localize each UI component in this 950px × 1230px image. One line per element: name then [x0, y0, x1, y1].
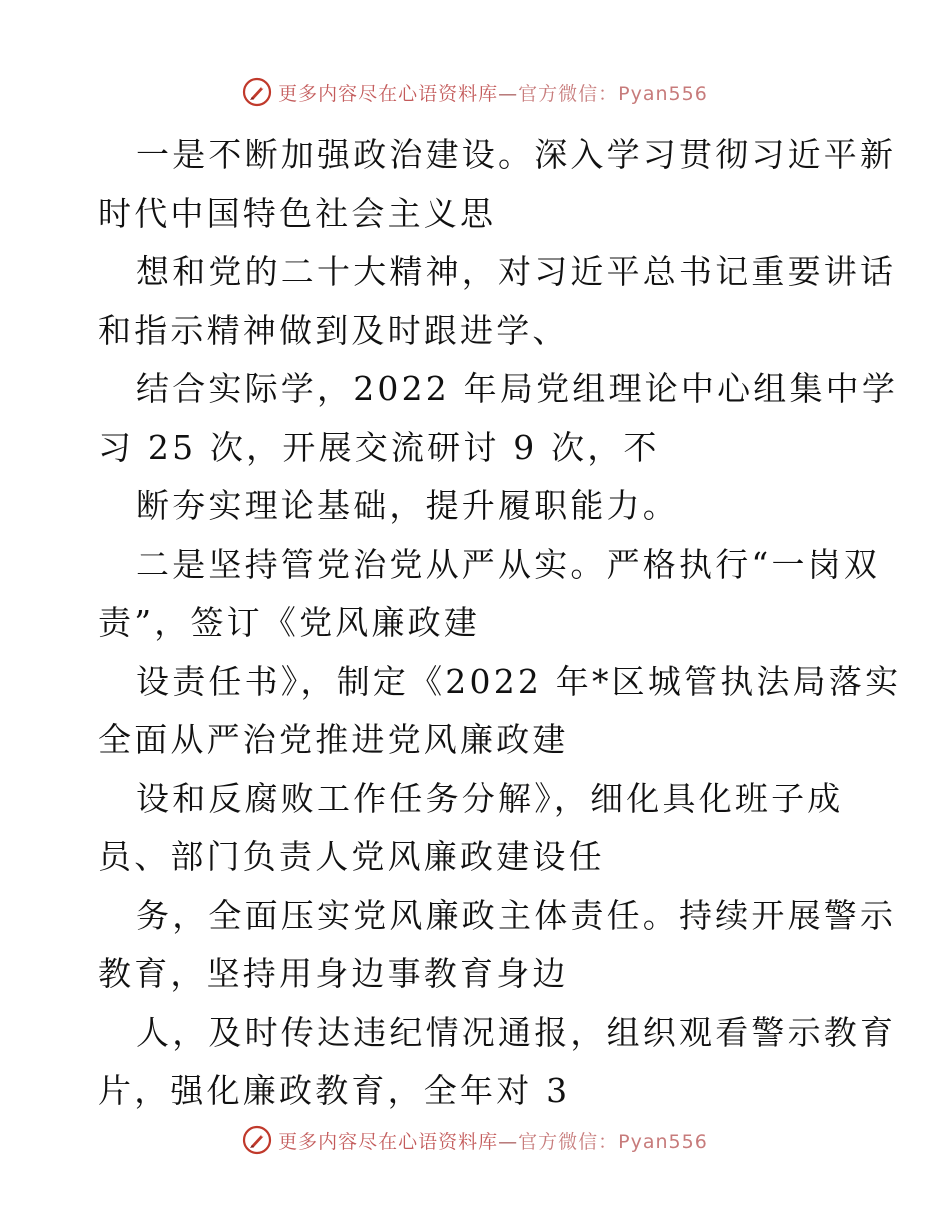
quill-pen-logo-icon	[242, 1125, 272, 1155]
banner-wechat: 官方微信：Pyan556	[518, 82, 708, 105]
body-line: 员、部门负责人党风廉政建设任	[98, 837, 605, 876]
body-line: 一是不断加强政治建设。深入学习贯彻习近平新	[136, 135, 897, 174]
banner-separator: —	[498, 82, 519, 105]
document-body	[98, 126, 902, 1121]
quill-pen-logo-icon	[242, 77, 272, 107]
banner-main: 更多内容尽在心语资料库	[278, 82, 499, 105]
body-line: 务，全面压实党风廉政主体责任。持续开展警示	[136, 895, 897, 935]
banner-text	[278, 79, 708, 106]
body-line: 和指示精神做到及时跟进学、	[98, 310, 569, 350]
body-line: 时代中国特色社会主义思	[98, 193, 497, 233]
body-line: 全面从严治党推进党风廉政建	[98, 720, 569, 759]
banner-wechat: 官方微信：Pyan556	[518, 1130, 708, 1153]
footer-banner	[0, 1120, 950, 1160]
body-line: 片，强化廉政教育，全年对 3	[98, 1071, 571, 1110]
header-banner	[0, 72, 950, 112]
body-line: 设和反腐败工作任务分解》，细化具化班子成	[136, 778, 844, 818]
body-line: 人，及时传达违纪情况通报，组织观看警示教育	[136, 1012, 897, 1052]
body-line: 设责任书》，制定《2022 年*区城管执法局落实	[136, 661, 902, 701]
banner-main: 更多内容尽在心语资料库	[278, 1130, 499, 1153]
banner-text	[278, 1127, 708, 1154]
banner-separator: —	[498, 1130, 519, 1153]
body-line: 结合实际学，2022 年局党组理论中心组集中学	[136, 369, 899, 408]
body-line: 责”，签订《党风廉政建	[98, 603, 481, 642]
body-line: 教育，坚持用身边事教育身边	[98, 954, 569, 993]
body-line: 断夯实理论基础，提升履职能力。	[136, 486, 679, 525]
body-line: 习 25 次，开展交流研讨 9 次，不	[98, 427, 660, 467]
body-line: 想和党的二十大精神，对习近平总书记重要讲话	[136, 252, 897, 291]
body-line: 二是坚持管党治党从严从实。严格执行“一岗双	[136, 544, 881, 584]
